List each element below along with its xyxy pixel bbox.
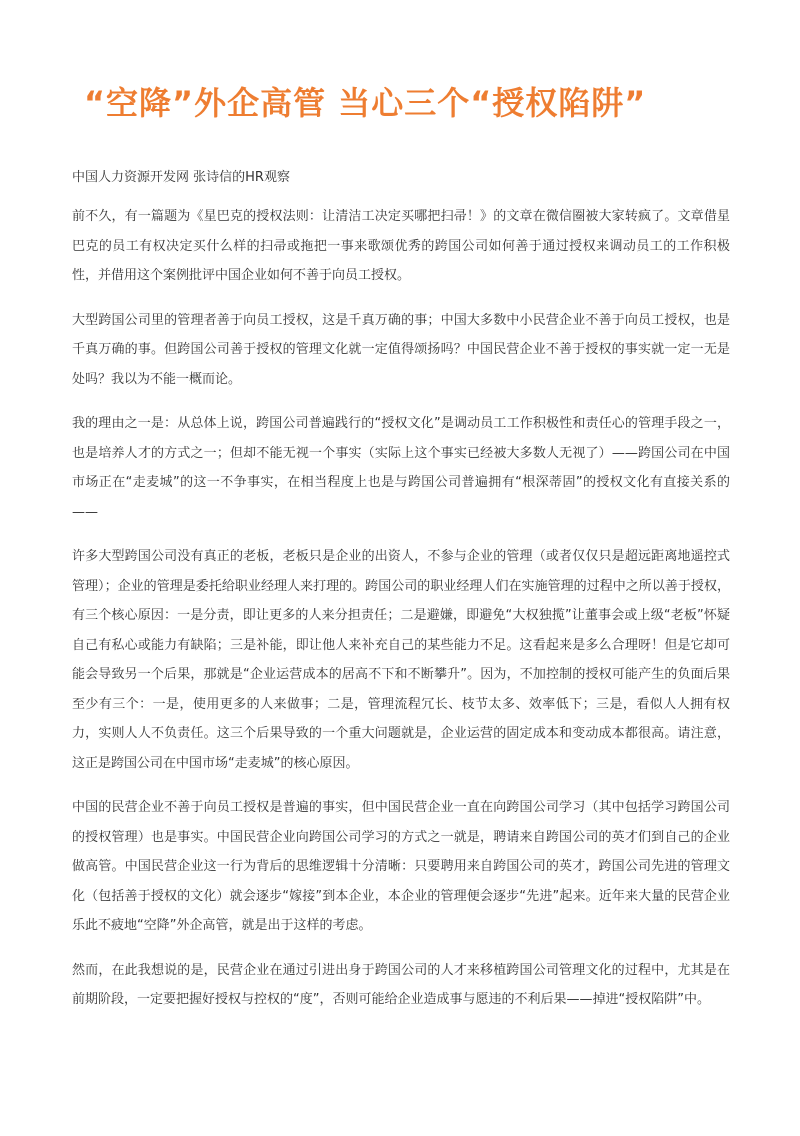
article-paragraph-4: 许多大型跨国公司没有真正的老板，老板只是企业的出资人，不参与企业的管理（或者仅仅只是超远距离地遥控式管理）；企业的管理是委托给职业经理人来打理的。跨国公司的职业经理人们在实施管理的过程中之所以善于授权，有三个核心原因：一是分责，即让更多的人来分担责任；二是避嫌，即避免“大权独揽”让董事会或上级“老板”怀疑自己有私心或能力有缺陷；三是补能，即让他人来补充自己的某些能力不足。这看起来是多么合理呀！但是它却可能会导致另一个后果，那就是“企业运营成本的居高不下和不断攀升”。因为，不加控制的授权可能产生的负面后果至少有三个：一是，使用更多的人来做事；二是，管理流程冗长、枝节太多、效率低下；三是，看似人人拥有权力，实则人人不负责任。这三个后果导致的一个重大问题就是，企业运营的固定成本和变动成本都很高。请注意，这正是跨国公司在中国市场“走麦城”的核心原因。 <box>72 549 730 771</box>
article-paragraph-2: 大型跨国公司里的管理者善于向员工授权，这是千真万确的事；中国大多数中小民营企业不善于向员工授权，也是千真万确的事。但跨国公司善于授权的管理文化就一定值得颂扬吗？中国民营企业不善于授权的事实就一定一无是处吗？我以为不能一概而论。 <box>72 312 730 387</box>
article-paragraph-3: 我的理由之一是：从总体上说，跨国公司普遍践行的“授权文化”是调动员工工作积极性和责任心的管理手段之一，也是培养人才的方式之一；但却不能无视一个事实（实际上这个事实已经被大多数人无视了）——跨国公司在中国市场正在“走麦城”的这一不争事实，在相当程度上也是与跨国公司普遍拥有“根深蒂固”的授权文化有直接关系的—— <box>72 416 730 520</box>
article-title: “空降”外企高管 当心三个“授权陷阱” <box>84 84 647 122</box>
article-byline: 中国人力资源开发网 张诗信的HR观察 <box>72 170 290 185</box>
article-paragraph-5: 中国的民营企业不善于向员工授权是普遍的事实，但中国民营企业一直在向跨国公司学习（其中包括学习跨国公司的授权管理）也是事实。中国民营企业向跨国公司学习的方式之一就是，聘请来自跨国公司的英才们到自己的企业做高管。中国民营企业这一行为背后的思维逻辑十分清晰：只要聘用来自跨国公司的英才，跨国公司先进的管理文化（包括善于授权的文化）就会逐步“嫁接”到本企业，本企业的管理便会逐步“先进”起来。近年来大量的民营企业乐此不疲地“空降”外企高管，就是出于这样的考虑。 <box>72 800 730 933</box>
article-paragraph-6: 然而，在此我想说的是，民营企业在通过引进出身于跨国公司的人才来移植跨国公司管理文化的过程中，尤其是在前期阶段，一定要把握好授权与控权的“度”，否则可能给企业造成事与愿违的不利后果——掉进“授权陷阱”中。 <box>72 962 730 1007</box>
article-paragraph-1: 前不久，有一篇题为《星巴克的授权法则：让清洁工决定买哪把扫帚！》的文章在微信圈被大家转疯了。文章借星巴克的员工有权决定买什么样的扫帚或拖把一事来歌颂优秀的跨国公司如何善于通过授权来调动员工的工作积极性，并借用这个案例批评中国企业如何不善于向员工授权。 <box>72 209 730 283</box>
